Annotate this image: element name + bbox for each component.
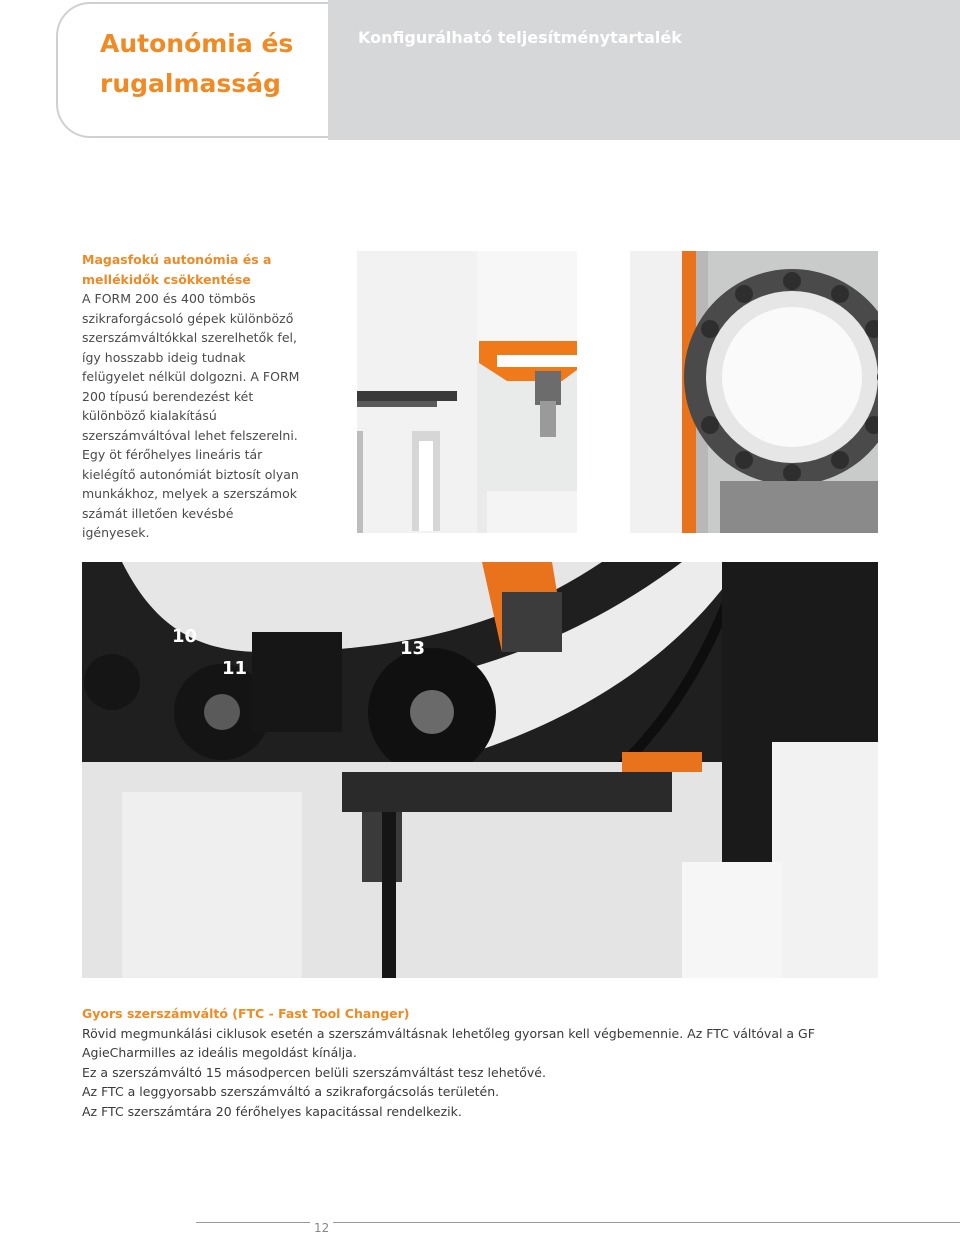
section-subtitle: Konfigurálható teljesítménytartalék — [358, 28, 682, 47]
ftc-line-3: Az FTC a leggyorsabb szerszámváltó a szikraforgácsolás területén. — [82, 1084, 500, 1099]
linear-tool-changer-photo — [357, 251, 604, 533]
page-number: 12 — [310, 1221, 333, 1235]
intro-body: A FORM 200 és 400 tömbös szikraforgácsoló gépek különböző szerszámváltókkal szerelhetők fel, így hosszabb ideig tudnak felügyelet nélkül dolgozni. A FORM 200 típusú berendezést két különböző kialakítású szerszámváltóval lehet felszerelni. Egy öt férőhelyes lineáris tár kielégítő autonómiát biztosít olyan munkákhoz, melyek a szerszámok számát illetően kevésbé igényesek. — [82, 291, 300, 540]
header-band — [328, 0, 960, 140]
magazine-label-10: 10 — [172, 626, 198, 647]
ftc-line-1: Rövid megmunkálási ciklusok esetén a szerszámváltásnak lehetőleg gyorsan kell végbemennie. Az FTC váltóval a GF AgieCharmilles az ideális megoldást kínálja. — [82, 1025, 815, 1060]
rotary-tool-changer-photo — [630, 251, 878, 533]
ftc-line-2: Ez a szerszámváltó 15 másodpercen belüli szerszámváltást tesz lehetővé. — [82, 1064, 546, 1080]
intro-heading: Magasfokú autonómia és a mellékidők csökkentése — [82, 252, 272, 287]
ftc-closeup-photo — [82, 562, 878, 978]
ftc-line-4: Az FTC szerszámtára 20 férőhelyes kapacitással rendelkezik. — [82, 1103, 462, 1119]
magazine-label-13: 13 — [400, 638, 426, 659]
ftc-text-block — [82, 1004, 878, 1121]
intro-text-block — [82, 250, 302, 543]
page-title: Autonómia és rugalmasság — [100, 29, 294, 98]
magazine-label-11: 11 — [222, 658, 248, 679]
ftc-heading: Gyors szerszámváltó (FTC - Fast Tool Changer) — [82, 1006, 410, 1021]
